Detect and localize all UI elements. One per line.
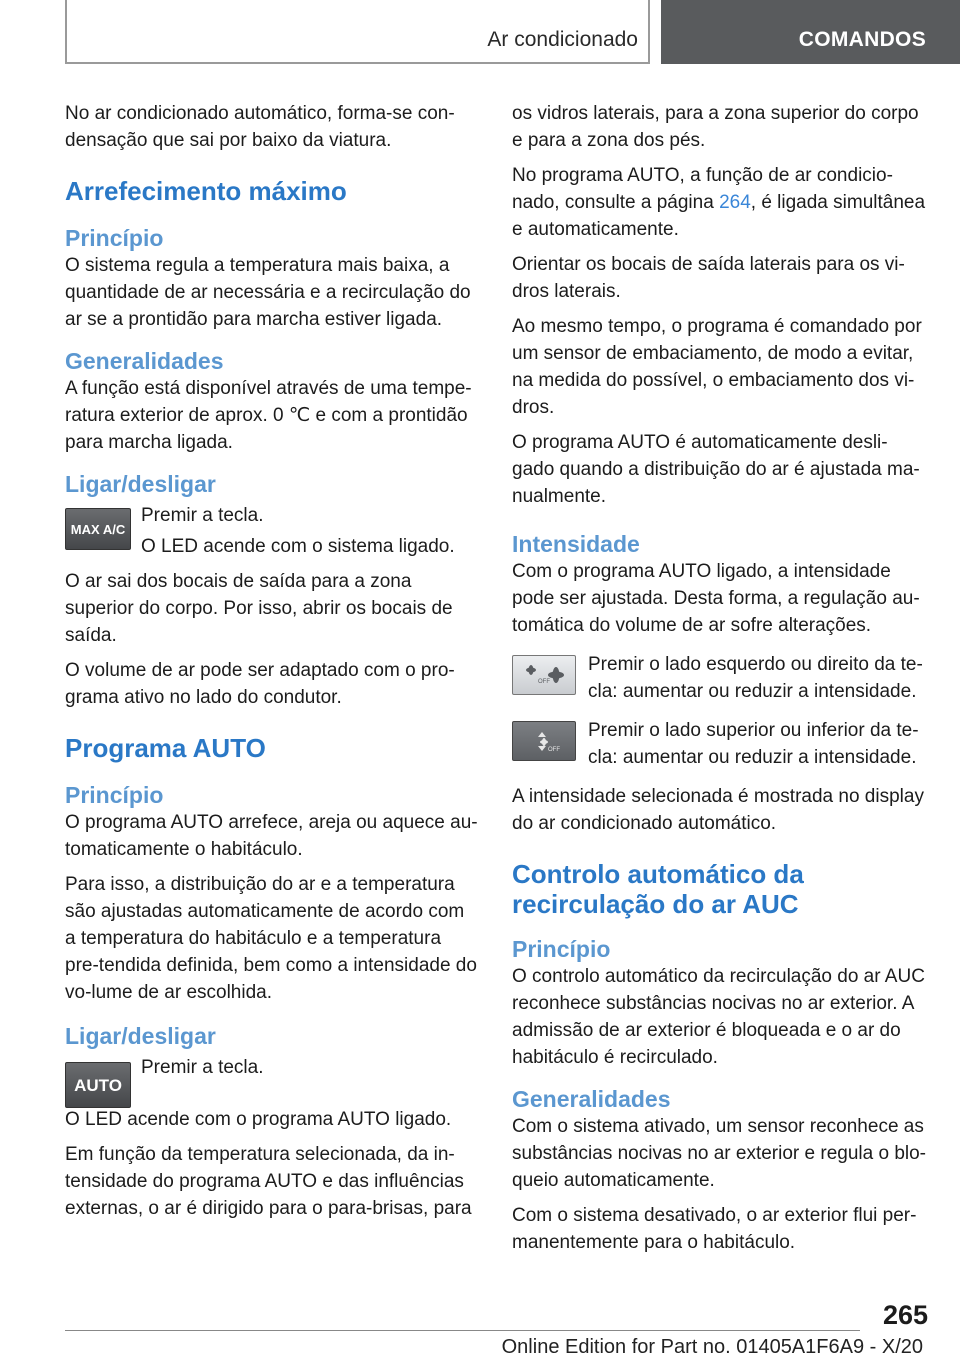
header-chapter-title: COMANDOS: [798, 28, 926, 51]
heading-principio-2: Princípio: [65, 782, 164, 808]
instruction-led-2: O LED acende com o programa AUTO ligado.: [65, 1109, 452, 1130]
header-separator: [648, 0, 650, 64]
footer-rule: [65, 1330, 860, 1331]
instruction-press-1: Premir a tecla.: [141, 505, 264, 526]
paragraph-desativado: Com o sistema desativado, o ar exterior flui per-manentemente para o habitáculo.: [512, 1205, 917, 1253]
paragraph-lado-superior: Premir o lado superior ou inferior da te-cla: aumentar ou reduzir a intensidade.: [588, 720, 919, 768]
arrow-down-icon: [538, 746, 546, 751]
auto-button-icon: [65, 1062, 131, 1108]
fan-off-label-2: OFF: [548, 747, 560, 753]
paragraph-generalidades-1: A função está disponível através de uma tempe-ratura exterior de aprox. 0 ℃ e com a prontidão para marcha ligada.: [65, 378, 472, 453]
fan-large-icon: [548, 667, 564, 683]
heading-principio-3: Princípio: [512, 936, 611, 962]
paragraph-mostrada: A intensidade selecionada é mostrada no display do ar condicionado automático.: [512, 786, 924, 834]
auto-instruction: [65, 1054, 480, 1108]
paragraph-intro: No ar condicionado automático, forma-se con-densação que sai por baixo da viatura.: [65, 103, 455, 151]
heading-arrefecimento-maximo: Arrefecimento máximo: [65, 176, 347, 206]
heading-generalidades-2: Generalidades: [512, 1086, 671, 1112]
paragraph-principio-1: O sistema regula a temperatura mais baixa, a quantidade de ar necessária e a recirculação do ar se a prontidão para marcha estiver ligada.: [65, 255, 471, 330]
page-number: 265: [882, 1300, 928, 1330]
auto-key-label: AUTO: [74, 1076, 122, 1095]
paragraph-vidros: os vidros laterais, para a zona superior do corpo e para a zona dos pés.: [512, 103, 919, 151]
fan-speed-horizontal-button-icon: [512, 655, 576, 695]
paragraph-para-isso: Para isso, a distribuição do ar e a temperatura são ajustadas automaticamente de acordo com a temperatura do habitáculo e a temperatura pre-tendida definida, bem como a intensidade do vo-lume de ar escolhida.: [65, 874, 477, 1003]
paragraph-volume: O volume de ar pode ser adaptado com o pro-grama ativo no lado do condutor.: [65, 660, 455, 708]
paragraph-no-programa: [512, 162, 927, 243]
paragraph-funcao: Em função da temperatura selecionada, da in-tensidade do programa AUTO e das influências externas, o ar é dirigido para o para-brisas, para: [65, 1144, 472, 1219]
heading-ligar-desligar-1: Ligar/desligar: [65, 471, 216, 497]
footer-edition: Online Edition for Part no. 01405A1F6A9 - X/20: [501, 1336, 923, 1358]
fan-speed-vertical-button-icon: [512, 721, 576, 761]
max-ac-key-label: MAX A/C: [70, 522, 126, 537]
paragraph-principio-3: O controlo automático da recirculação do ar AUC reconhece substâncias nocivas no ar exterior. A admissão de ar exterior é bloqueada e o ar do habitáculo é recirculado.: [512, 966, 925, 1068]
fan-left-right-instruction: [512, 651, 927, 705]
heading-principio-1: Princípio: [65, 225, 164, 251]
header-section-title: Ar condicionado: [487, 28, 638, 51]
paragraph-no-programa-start: No programa AUTO, a função de ar condicio-nado, consulte a página: [512, 165, 893, 213]
fan-small-icon: [526, 665, 536, 675]
paragraph-principio-2: O programa AUTO arrefece, areja ou aquece au-tomaticamente o habitáculo.: [65, 812, 478, 860]
instruction-led-1: O LED acende com o sistema ligado.: [141, 536, 455, 557]
max-ac-instruction: [65, 502, 480, 560]
paragraph-intensidade: Com o programa AUTO ligado, a intensidade pode ser ajustada. Desta forma, a regulação au-tomática do volume de ar sofre alterações.: [512, 561, 920, 636]
paragraph-ar-sai: O ar sai dos bocais de saída para a zona superior do corpo. Por isso, abrir os bocais de saída.: [65, 571, 453, 646]
max-ac-button-icon: [65, 508, 131, 550]
heading-intensidade: Intensidade: [512, 531, 640, 557]
arrow-up-icon: [538, 732, 546, 737]
left-column: [65, 100, 480, 1230]
paragraph-generalidades-2: Com o sistema ativado, um sensor reconhece as substâncias nocivas no ar exterior e regula o blo-queio automaticamente.: [512, 1116, 927, 1191]
paragraph-orientar: Orientar os bocais de saída laterais para os vi-dros laterais.: [512, 254, 905, 302]
paragraph-ao-mesmo-tempo: Ao mesmo tempo, o programa é comandado por um sensor de embaciamento, de modo a evitar, na medida do possível, o embaciamento dos vi-dros.: [512, 316, 922, 418]
paragraph-desligado: O programa AUTO é automaticamente desli-gado quando a distribuição do ar é ajustada ma-nualmente.: [512, 432, 920, 507]
header-bottom-rule: [65, 62, 650, 64]
heading-programa-auto: Programa AUTO: [65, 733, 266, 763]
paragraph-lado-esquerdo: Premir o lado esquerdo ou direito da te-cla: aumentar ou reduzir a intensidade.: [588, 654, 923, 702]
page-reference-link[interactable]: 264: [719, 192, 751, 213]
header-chapter-tab: [661, 0, 960, 64]
fan-icon: [540, 738, 548, 746]
fan-off-label-1: OFF: [538, 679, 550, 685]
instruction-press-2: Premir a tecla.: [141, 1057, 264, 1078]
heading-controlo-auc: Controlo automático da recirculação do ar AUC: [512, 859, 804, 919]
fan-up-down-instruction: [512, 717, 927, 771]
paragraph-no-programa-end: , é ligada simultânea e automaticamente.: [512, 192, 926, 240]
right-column: [512, 100, 927, 1264]
heading-generalidades-1: Generalidades: [65, 348, 224, 374]
heading-ligar-desligar-2: Ligar/desligar: [65, 1023, 216, 1049]
